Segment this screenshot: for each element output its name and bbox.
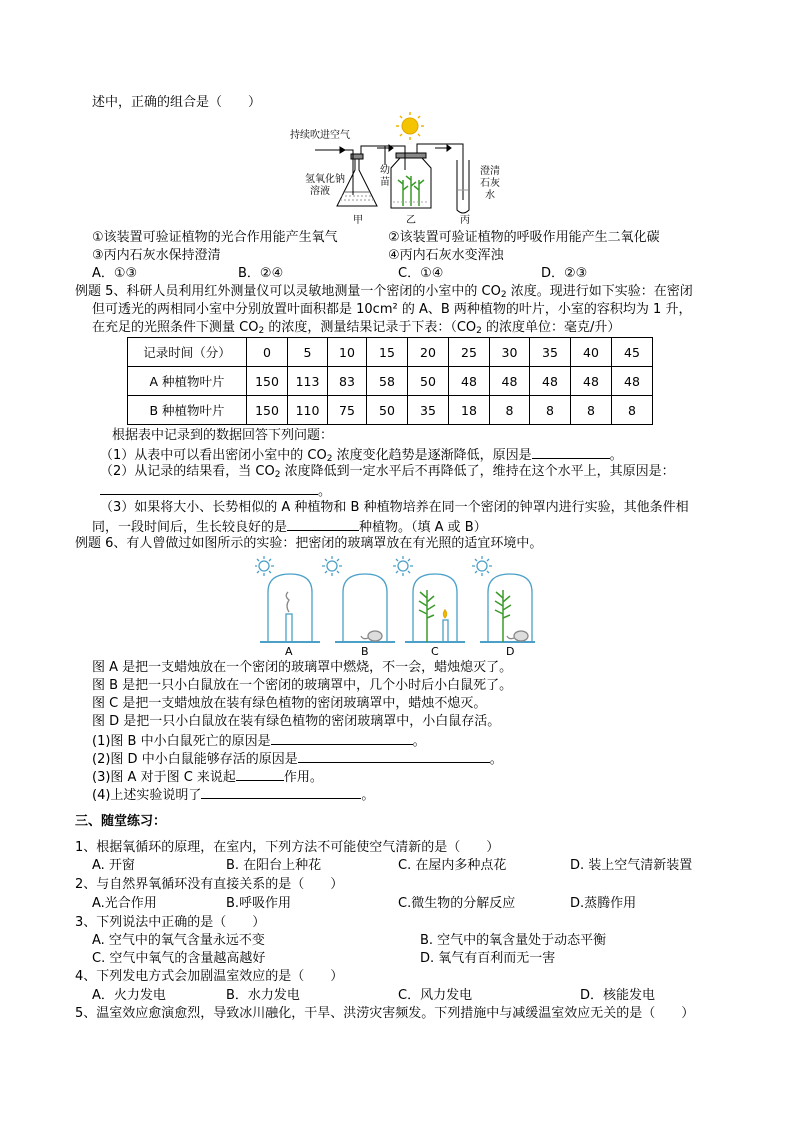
practice-q4-option-a: A．火力发电 xyxy=(92,988,166,1003)
sun-icon xyxy=(255,556,274,576)
jar-b xyxy=(322,556,395,642)
q4-statement-2: ②该装置可验证植物的呼吸作用能产生二氧化碳 xyxy=(388,230,660,245)
ex5-q1: （1）从表中可以看出密闭小室中的 $CO_2$ 浓度变化趋势是逐渐降低，原因是 。 xyxy=(100,445,623,468)
ex5-q3-line-1: （3）如果将大小、长势相似的 A 种植物和 B 种植物培养在同一个密闭的钟罩内进行实验，其他条件相 xyxy=(100,500,689,515)
practice-q1-option-b: B. 在阳台上种花 xyxy=(226,858,322,873)
figure-label-d: D xyxy=(506,645,515,658)
table-cell: 110 xyxy=(288,396,328,425)
practice-q1-option-d: D. 装上空气清新装置 xyxy=(570,858,693,873)
table-cell: 75 xyxy=(328,396,367,425)
ex6-desc-d: 图 D 是把一只小白鼠放在装有绿色植物的密闭玻璃罩中，小白鼠存活。 xyxy=(92,714,501,729)
sun-icon xyxy=(393,556,413,576)
co2-data-table xyxy=(127,337,653,425)
ex5-line-2: 但可透光的两相同小室中分别放置叶面积都是 10cm² 的 A、B 两种植物的叶片，小室的容积均为 1 升， xyxy=(92,302,692,317)
answer-blank[interactable] xyxy=(532,445,610,459)
sun-icon xyxy=(322,556,342,576)
figure-label-c: C xyxy=(431,645,439,658)
q4-statement-1: ①该装置可验证植物的光合作用能产生氧气 xyxy=(92,230,338,245)
practice-q3-option-c: C. 空气中氧气的含量越高越好 xyxy=(92,951,266,966)
jar-yi xyxy=(385,144,463,208)
limewater-label-3: 水 xyxy=(485,190,495,201)
answer-blank[interactable] xyxy=(236,767,284,781)
limewater-label-1: 澄清 xyxy=(480,166,500,177)
naoh-label-2: 溶液 xyxy=(310,186,330,197)
practice-q3-option-a: A. 空气中的氧气含量永远不变 xyxy=(92,933,265,948)
ex5-q2-answer: 。 xyxy=(100,481,331,501)
ex6-desc-b: 图 B 是把一只小白鼠放在一个密闭的玻璃罩中，几个小时后小白鼠死了。 xyxy=(92,678,513,693)
q4-option-b: B．②④ xyxy=(238,266,284,281)
practice-q1-option-a: A. 开窗 xyxy=(92,858,135,873)
candle-icon xyxy=(443,610,448,642)
plant-icon xyxy=(495,590,511,642)
q4-option-c: C．①④ xyxy=(398,266,444,281)
ex6-q3: (3)图 A 对于图 C 来说起 作用。 xyxy=(92,767,323,787)
ex6-desc-c: 图 C 是把一支蜡烛放在装有绿色植物的密闭玻璃罩中，蜡烛不熄灭。 xyxy=(92,696,487,711)
practice-q2-option-d: D.蒸腾作用 xyxy=(570,896,637,911)
answer-blank[interactable] xyxy=(201,785,361,799)
table-cell: 8 xyxy=(490,396,530,425)
table-cell: 15 xyxy=(367,338,408,367)
figure-label-a: A xyxy=(285,645,293,658)
table-cell: 35 xyxy=(408,396,449,425)
sun-icon xyxy=(472,556,492,576)
table-cell: 25 xyxy=(449,338,490,367)
practice-q4-option-d: D．核能发电 xyxy=(580,988,656,1003)
practice-q3-option-d: D. 氧气有百利而无一害 xyxy=(420,951,556,966)
ex6-desc-a: 图 A 是把一支蜡烛放在一个密闭的玻璃罩中燃烧，不一会，蜡烛熄灭了。 xyxy=(92,660,513,675)
label-bing: 丙 xyxy=(460,215,470,226)
seedling-label-2: 苗 xyxy=(380,177,390,188)
table-cell: 0 xyxy=(247,338,288,367)
table-row-a xyxy=(128,367,653,396)
table-cell: 8 xyxy=(571,396,612,425)
row-label: A 种植物叶片 xyxy=(128,367,247,396)
mouse-icon xyxy=(507,631,528,641)
table-header-label: 记录时间（分） xyxy=(128,338,247,367)
q4-statement-3: ③丙内石灰水保持澄清 xyxy=(92,248,221,263)
naoh-label-1: 氢氧化钠 xyxy=(305,174,345,185)
table-cell: 48 xyxy=(530,367,571,396)
table-cell: 50 xyxy=(408,367,449,396)
sun-icon xyxy=(396,112,424,140)
table-cell: 150 xyxy=(247,367,288,396)
answer-blank[interactable] xyxy=(298,749,490,763)
practice-q4-stem: 4、下列发电方式会加剧温室效应的是（ ） xyxy=(75,969,344,984)
practice-q2-stem: 2、与自然界氧循环没有直接关系的是（ ） xyxy=(75,877,344,892)
table-cell: 113 xyxy=(288,367,328,396)
jar-a xyxy=(255,556,320,642)
candle-icon xyxy=(286,592,292,642)
figure-label-b: B xyxy=(361,645,369,658)
limewater-label-2: 石灰 xyxy=(480,178,500,189)
q4-statement-4: ④丙内石灰水变浑浊 xyxy=(388,248,504,263)
practice-q5-stem: 5、温室效应愈演愈烈，导致冰川融化，干旱、洪涝灾害频发。下列措施中与减缓温室效应无关的是（ ） xyxy=(75,1006,695,1021)
answer-blank[interactable] xyxy=(100,481,318,495)
table-cell: 45 xyxy=(612,338,653,367)
q4-option-a: A．①③ xyxy=(92,266,138,281)
practice-q1-option-c: C. 在屋内多种点花 xyxy=(398,858,507,873)
practice-q2-option-b: B.呼吸作用 xyxy=(226,896,292,911)
table-cell: 35 xyxy=(530,338,571,367)
table-cell: 40 xyxy=(571,338,612,367)
label-jia: 甲 xyxy=(353,215,363,226)
answer-blank[interactable] xyxy=(271,731,413,745)
ex6-title: 例题 6、有人曾做过如图所示的实验：把密闭的玻璃罩放在有光照的适宜环境中。 xyxy=(75,536,543,551)
ex5-line-3: 在充足的光照条件下测量 $CO_2$ 的浓度，测量结果记录于下表：（$CO_2$ 的浓度单位：毫克/升） xyxy=(92,320,621,336)
practice-q2-option-a: A.光合作用 xyxy=(92,896,157,911)
bell-jar-figure xyxy=(255,552,535,660)
practice-heading: 三、随堂练习： xyxy=(75,814,167,829)
answer-blank[interactable] xyxy=(287,517,359,531)
table-cell: 150 xyxy=(247,396,288,425)
row-label: B 种植物叶片 xyxy=(128,396,247,425)
q4-option-d: D．②③ xyxy=(541,266,588,281)
table-row-b xyxy=(128,396,653,425)
table-cell: 8 xyxy=(530,396,571,425)
ex6-q4: (4)上述实验说明了 。 xyxy=(92,785,374,805)
table-cell: 18 xyxy=(449,396,490,425)
jar-c xyxy=(393,556,465,642)
table-cell: 50 xyxy=(367,396,408,425)
table-cell: 5 xyxy=(288,338,328,367)
label-yi: 乙 xyxy=(406,215,416,226)
ex5-intro: 根据表中记录到的数据回答下列问题： xyxy=(112,428,334,443)
table-cell: 48 xyxy=(612,367,653,396)
practice-q3-stem: 3、下列说法中正确的是（ ） xyxy=(75,915,266,930)
apparatus-figure xyxy=(285,110,515,228)
table-cell: 58 xyxy=(367,367,408,396)
q4-stem-tail: 述中，正确的组合是（ ） xyxy=(92,95,262,110)
table-cell: 8 xyxy=(612,396,653,425)
table-cell: 48 xyxy=(571,367,612,396)
table-cell: 48 xyxy=(490,367,530,396)
seedling-label-1: 幼 xyxy=(380,165,390,176)
practice-q4-option-b: B．水力发电 xyxy=(226,988,300,1003)
ex6-q1: (1)图 B 中小白鼠死亡的原因是 。 xyxy=(92,731,426,751)
table-cell: 83 xyxy=(328,367,367,396)
ex5-q2: （2）从记录的结果看，当 $CO_2$ 浓度降低到一定水平后不再降低了，维持在这个水平上，其原因是： xyxy=(100,464,675,480)
plant-icon xyxy=(419,590,435,642)
practice-q4-option-c: C．风力发电 xyxy=(398,988,473,1003)
mouse-icon xyxy=(361,631,382,641)
table-cell: 20 xyxy=(408,338,449,367)
practice-q2-option-c: C.微生物的分解反应 xyxy=(398,896,516,911)
air-label: 持续吹进空气 xyxy=(290,130,350,141)
ex5-q3-line-2: 同，一段时间后，生长较良好的是 种植物。（填 A 或 B） xyxy=(92,517,487,537)
ex6-q2: (2)图 D 中小白鼠能够存活的原因是 。 xyxy=(92,749,503,769)
table-cell: 48 xyxy=(449,367,490,396)
practice-q1-stem: 1、根据氧循环的原理，在室内，下列方法不可能使空气清新的是（ ） xyxy=(75,840,500,855)
ex5-line-1: 例题 5、科研人员利用红外测量仪可以灵敏地测量一个密闭的小室中的 $CO_2$ 浓度。现进行如下实验：在密闭 xyxy=(75,284,693,300)
practice-q3-option-b: B. 空气中的氧含量处于动态平衡 xyxy=(420,933,607,948)
table-cell: 30 xyxy=(490,338,530,367)
jar-d xyxy=(472,556,535,642)
table-header-row xyxy=(128,338,653,367)
table-cell: 10 xyxy=(328,338,367,367)
